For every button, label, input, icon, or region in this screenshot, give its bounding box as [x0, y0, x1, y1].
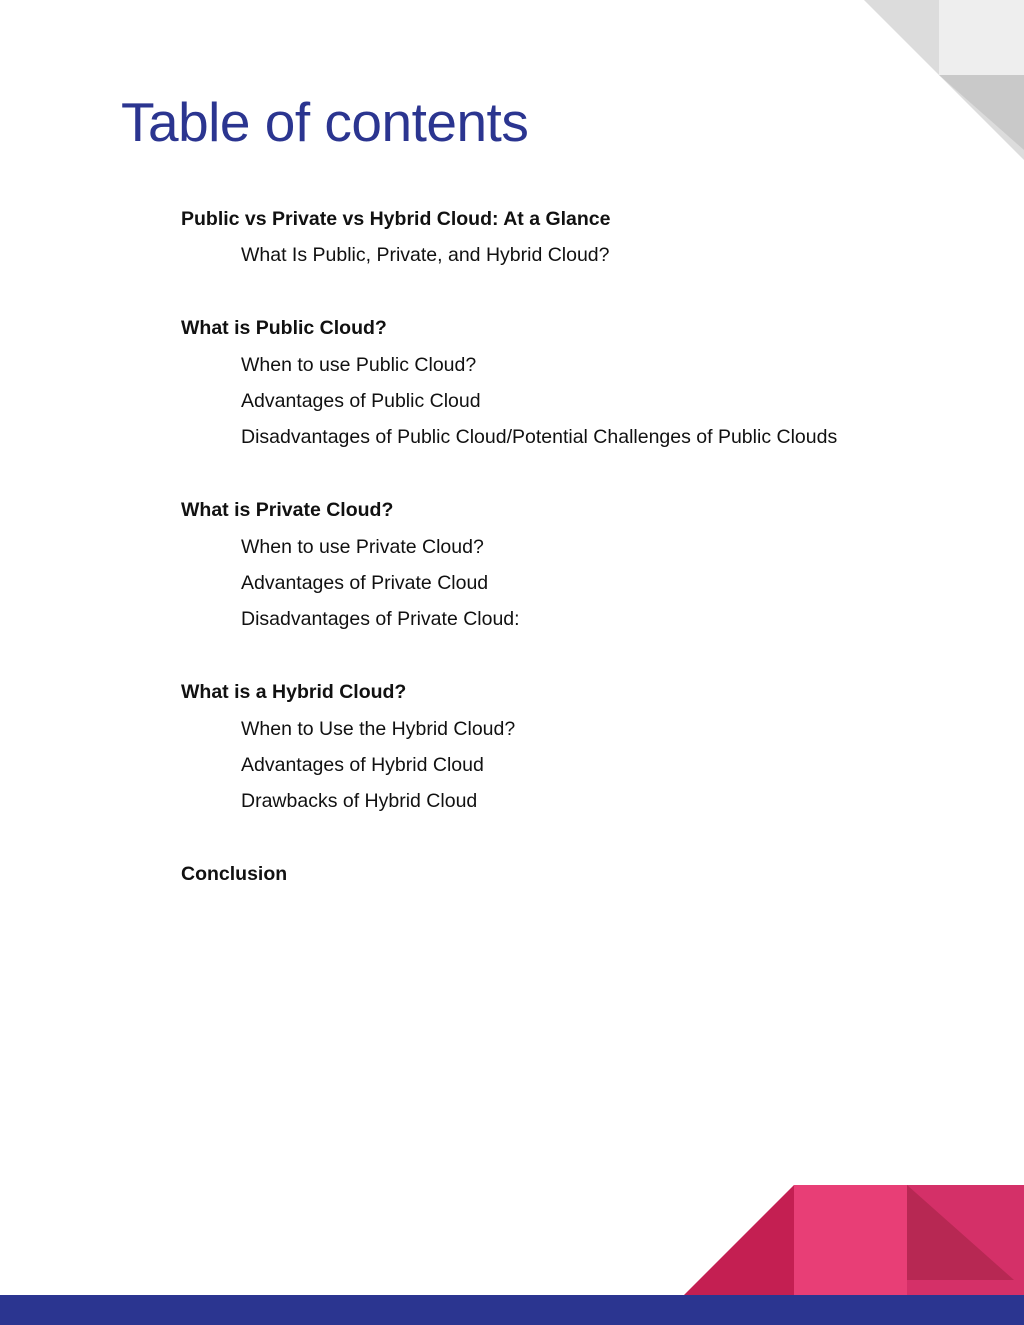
toc-heading-hybrid-cloud[interactable]: What is a Hybrid Cloud?: [181, 681, 407, 704]
toc-heading-public-cloud[interactable]: What is Public Cloud?: [181, 317, 387, 340]
toc-sub-list: [181, 529, 881, 638]
toc-item[interactable]: Advantages of Private Cloud: [241, 572, 489, 595]
toc-section: [181, 674, 881, 820]
footer-band: [0, 1295, 1024, 1325]
bottom-right-corner-decoration: [684, 1185, 1024, 1295]
toc-item[interactable]: When to use Public Cloud?: [241, 353, 477, 376]
top-right-corner-decoration: [864, 0, 1024, 160]
toc-section: [181, 492, 881, 638]
toc-item[interactable]: Advantages of Public Cloud: [241, 390, 481, 413]
toc-sub-list: [181, 237, 881, 273]
toc-item[interactable]: Advantages of Hybrid Cloud: [241, 754, 484, 777]
toc-item[interactable]: Drawbacks of Hybrid Cloud: [241, 790, 478, 813]
toc-heading-conclusion[interactable]: Conclusion: [181, 863, 288, 886]
toc-section: [181, 201, 881, 274]
page-title: Table of contents: [121, 91, 529, 153]
table-of-contents: [181, 201, 881, 929]
toc-item[interactable]: What Is Public, Private, and Hybrid Cloud?: [241, 244, 610, 267]
toc-item[interactable]: Disadvantages of Public Cloud/Potential Challenges of Public Clouds: [241, 426, 838, 449]
toc-heading-at-a-glance[interactable]: Public vs Private vs Hybrid Cloud: At a Glance: [181, 208, 611, 230]
toc-item[interactable]: When to Use the Hybrid Cloud?: [241, 717, 516, 740]
toc-sub-list: [181, 347, 881, 456]
toc-sub-list: [181, 711, 881, 820]
toc-item[interactable]: When to use Private Cloud?: [241, 535, 484, 558]
toc-section: [181, 310, 881, 456]
toc-section: [181, 856, 881, 892]
toc-item[interactable]: Disadvantages of Private Cloud:: [241, 608, 520, 631]
toc-heading-private-cloud[interactable]: What is Private Cloud?: [181, 499, 394, 522]
